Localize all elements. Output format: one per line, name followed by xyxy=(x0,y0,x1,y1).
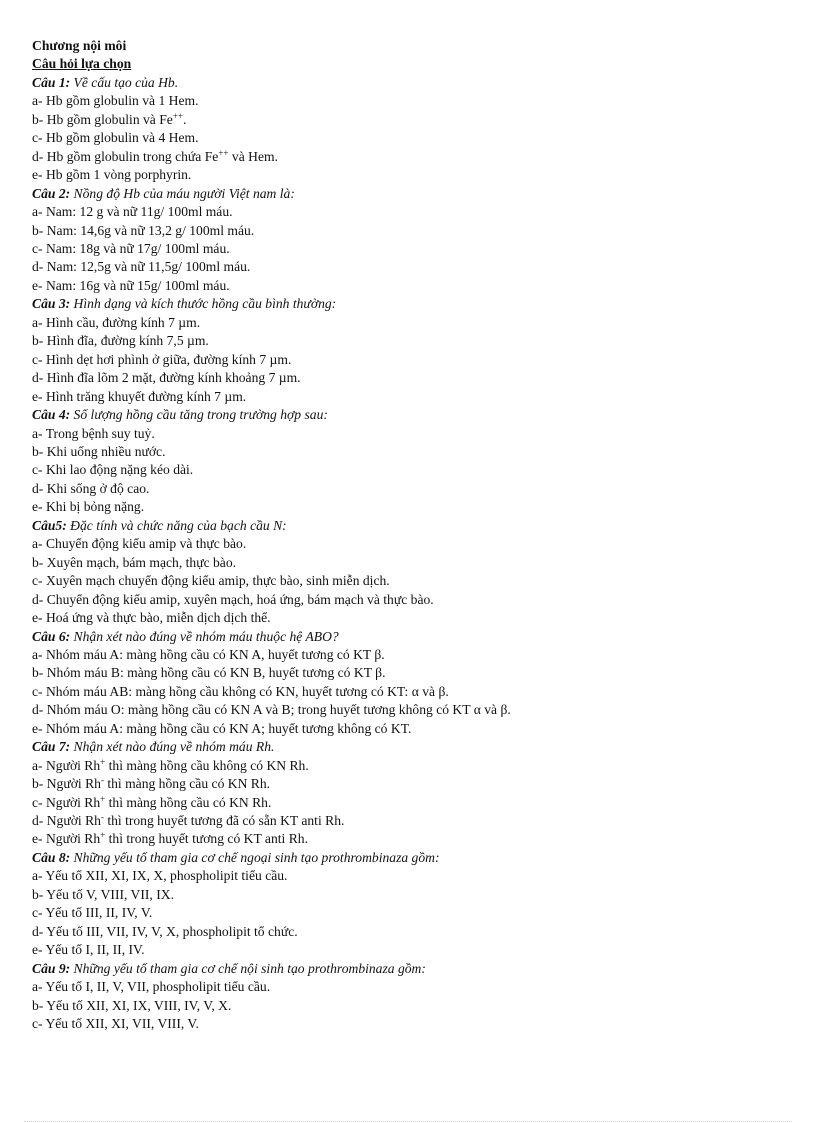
question-heading xyxy=(32,185,792,203)
question-block xyxy=(32,295,792,406)
answer-option xyxy=(32,111,792,129)
answer-option xyxy=(32,258,792,276)
answer-text: b- Nam: 14,6g và nữ 13,2 g/ 100ml máu. xyxy=(32,222,255,238)
answer-text: d- Nhóm máu O: màng hồng cầu có KN A và B; trong huyết tương không có KT α và β. xyxy=(32,702,511,718)
answer-option xyxy=(32,572,792,590)
answer-text: b- Xuyên mạch, bám mạch, thực bào. xyxy=(32,554,237,570)
answer-option xyxy=(32,203,792,221)
question-text: Hình dạng và kích thước hồng cầu bình thường: xyxy=(70,296,337,312)
answer-option xyxy=(32,1015,792,1033)
superscript: + xyxy=(100,756,106,767)
answer-option xyxy=(32,683,792,701)
answer-text: e- Nam: 16g và nữ 15g/ 100ml máu. xyxy=(32,277,230,293)
answer-option xyxy=(32,794,792,812)
question-number: Câu 3: xyxy=(32,296,71,312)
answer-text: a- Người Rh xyxy=(32,757,101,773)
answer-option xyxy=(32,314,792,332)
answer-text: d- Người Rh xyxy=(32,813,101,829)
answer-text: a- Nam: 12 g và nữ 11g/ 100ml máu. xyxy=(32,204,233,220)
answer-text: c- Yếu tố III, II, IV, V. xyxy=(32,905,153,921)
answer-option xyxy=(32,812,792,830)
answer-option xyxy=(32,369,792,387)
answer-text: a- Yếu tố XII, XI, IX, X, phospholipit tiểu cầu. xyxy=(32,868,288,884)
answer-option xyxy=(32,498,792,516)
answer-option xyxy=(32,609,792,627)
answer-text: c- Hb gồm globulin và 4 Hem. xyxy=(32,130,199,146)
answer-option xyxy=(32,664,792,682)
answer-text: thì màng hồng cầu có KN Rh. xyxy=(103,776,271,792)
answer-option xyxy=(32,461,792,479)
question-text: Nồng độ Hb của máu người Việt nam là: xyxy=(70,185,295,201)
answer-text: . xyxy=(183,111,187,127)
superscript: + xyxy=(100,793,106,804)
superscript: ++ xyxy=(172,110,183,121)
answer-option xyxy=(32,148,792,166)
document-page xyxy=(32,37,792,1033)
question-text: Nhận xét nào đúng về nhóm máu thuộc hệ ABO? xyxy=(70,628,339,644)
answer-text: e- Nhóm máu A: màng hồng cầu có KN A; huyết tương không có KT. xyxy=(32,720,412,736)
answer-option xyxy=(32,923,792,941)
question-text: Về cấu tạo của Hb. xyxy=(70,74,179,90)
answer-option xyxy=(32,775,792,793)
answer-text: b- Yếu tố V, VIII, VII, IX. xyxy=(32,886,174,902)
question-block xyxy=(32,517,792,628)
answer-text: d- Khi sống ở độ cao. xyxy=(32,480,150,496)
question-block xyxy=(32,960,792,1034)
answer-option xyxy=(32,701,792,719)
answer-text: d- Hình đĩa lõm 2 mặt, đường kính khoảng 7 µm. xyxy=(32,370,301,386)
answer-option xyxy=(32,443,792,461)
answer-option xyxy=(32,941,792,959)
answer-option xyxy=(32,757,792,775)
answer-text: a- Chuyển động kiểu amip và thực bào. xyxy=(32,536,247,552)
question-heading xyxy=(32,960,792,978)
answer-text: e- Hình trăng khuyết đường kính 7 µm. xyxy=(32,388,247,404)
answer-text: b- Người Rh xyxy=(32,776,101,792)
answer-text: e- Yếu tố I, II, II, IV. xyxy=(32,942,145,958)
answer-option xyxy=(32,240,792,258)
answer-option xyxy=(32,997,792,1015)
question-number: Câu 8: xyxy=(32,849,71,865)
question-heading xyxy=(32,74,792,92)
answer-option xyxy=(32,332,792,350)
question-block xyxy=(32,738,792,849)
question-text: Đặc tính và chức năng của bạch cầu N: xyxy=(66,517,287,533)
answer-text: thì trong huyết tương đã có sẵn KT anti Rh. xyxy=(103,813,345,829)
answer-text: b- Yếu tố XII, XI, IX, VIII, IV, V, X. xyxy=(32,997,232,1013)
answer-text: c- Nhóm máu AB: màng hồng cầu không có KN, huyết tương có KT: α và β. xyxy=(32,683,449,699)
answer-option xyxy=(32,388,792,406)
question-list xyxy=(32,74,792,1034)
answer-option xyxy=(32,867,792,885)
question-block xyxy=(32,406,792,517)
answer-option xyxy=(32,222,792,240)
question-text: Nhận xét nào đúng về nhóm máu Rh. xyxy=(70,739,275,755)
answer-text: a- Hình cầu, đường kính 7 µm. xyxy=(32,314,201,330)
answer-text: a- Hb gồm globulin và 1 Hem. xyxy=(32,93,199,109)
question-number: Câu 6: xyxy=(32,628,71,644)
answer-text: e- Khi bị bỏng nặng. xyxy=(32,499,145,515)
answer-text: d- Yếu tố III, VII, IV, V, X, phospholipit tổ chức. xyxy=(32,923,298,939)
question-number: Câu5: xyxy=(32,517,67,533)
question-number: Câu 4: xyxy=(32,407,71,423)
answer-option xyxy=(32,720,792,738)
question-text: Những yếu tố tham gia cơ chế nội sinh tạo prothrombinaza gồm: xyxy=(70,960,426,976)
answer-text: a- Yếu tố I, II, V, VII, phospholipit tiểu cầu. xyxy=(32,979,271,995)
superscript: + xyxy=(100,830,106,841)
answer-text: e- Người Rh xyxy=(32,831,101,847)
answer-option xyxy=(32,830,792,848)
question-number: Câu 9: xyxy=(32,960,71,976)
answer-option xyxy=(32,277,792,295)
answer-text: a- Trong bệnh suy tuỷ. xyxy=(32,425,155,441)
answer-text: b- Khi uống nhiều nước. xyxy=(32,443,166,459)
answer-text: e- Hb gồm 1 vòng porphyrin. xyxy=(32,167,192,183)
question-block xyxy=(32,185,792,296)
superscript: ++ xyxy=(218,147,229,158)
answer-option xyxy=(32,351,792,369)
answer-option xyxy=(32,886,792,904)
question-block xyxy=(32,849,792,960)
answer-text: c- Người Rh xyxy=(32,794,101,810)
answer-option xyxy=(32,554,792,572)
answer-text: thì trong huyết tương có KT anti Rh. xyxy=(105,831,308,847)
answer-text: c- Yếu tố XII, XI, VII, VIII, V. xyxy=(32,1016,199,1032)
answer-option xyxy=(32,646,792,664)
answer-option xyxy=(32,92,792,110)
question-heading xyxy=(32,517,792,535)
answer-option xyxy=(32,978,792,996)
answer-text: d- Nam: 12,5g và nữ 11,5g/ 100ml máu. xyxy=(32,259,251,275)
question-heading xyxy=(32,849,792,867)
question-text: Những yếu tố tham gia cơ chế ngoại sinh tạo prothrombinaza gồm: xyxy=(70,849,440,865)
section-title: Câu hỏi lựa chọn xyxy=(32,56,132,72)
answer-option xyxy=(32,129,792,147)
answer-text: b- Hb gồm globulin và Fe xyxy=(32,111,173,127)
answer-text: c- Nam: 18g và nữ 17g/ 100ml máu. xyxy=(32,240,230,256)
question-block xyxy=(32,74,792,185)
answer-text: c- Xuyên mạch chuyển động kiểu amip, thực bào, sinh miễn dịch. xyxy=(32,573,390,589)
page-bottom-border xyxy=(24,1121,792,1122)
question-text: Số lượng hồng cầu tăng trong trường hợp sau: xyxy=(70,407,328,423)
answer-text: c- Khi lao động nặng kéo dài. xyxy=(32,462,194,478)
answer-option xyxy=(32,166,792,184)
question-heading xyxy=(32,406,792,424)
answer-text: e- Hoá ứng và thực bào, miễn dịch dịch thể. xyxy=(32,610,271,626)
question-number: Câu 2: xyxy=(32,185,71,201)
answer-text: thì màng hồng cầu có KN Rh. xyxy=(105,794,272,810)
question-heading xyxy=(32,295,792,313)
question-block xyxy=(32,628,792,739)
question-number: Câu 1: xyxy=(32,74,71,90)
question-heading xyxy=(32,738,792,756)
answer-option xyxy=(32,591,792,609)
answer-option xyxy=(32,425,792,443)
answer-text: d- Chuyển động kiểu amip, xuyên mạch, hoá ứng, bám mạch và thực bào. xyxy=(32,591,434,607)
superscript: - xyxy=(100,812,104,823)
answer-text: b- Hình đĩa, đường kính 7,5 µm. xyxy=(32,333,209,349)
answer-text: c- Hình dẹt hơi phình ở giữa, đường kính 7 µm. xyxy=(32,351,292,367)
answer-option xyxy=(32,535,792,553)
question-heading xyxy=(32,628,792,646)
answer-text: a- Nhóm máu A: màng hồng cầu có KN A, huyết tương có KT β. xyxy=(32,646,385,662)
answer-text: thì màng hồng cầu không có KN Rh. xyxy=(105,757,309,773)
question-number: Câu 7: xyxy=(32,739,71,755)
superscript: - xyxy=(100,775,104,786)
answer-text: và Hem. xyxy=(228,148,278,164)
answer-option xyxy=(32,480,792,498)
answer-text: b- Nhóm máu B: màng hồng cầu có KN B, huyết tương có KT β. xyxy=(32,665,386,681)
answer-option xyxy=(32,904,792,922)
answer-text: d- Hb gồm globulin trong chứa Fe xyxy=(32,148,219,164)
chapter-title: Chương nội môi xyxy=(32,38,127,53)
